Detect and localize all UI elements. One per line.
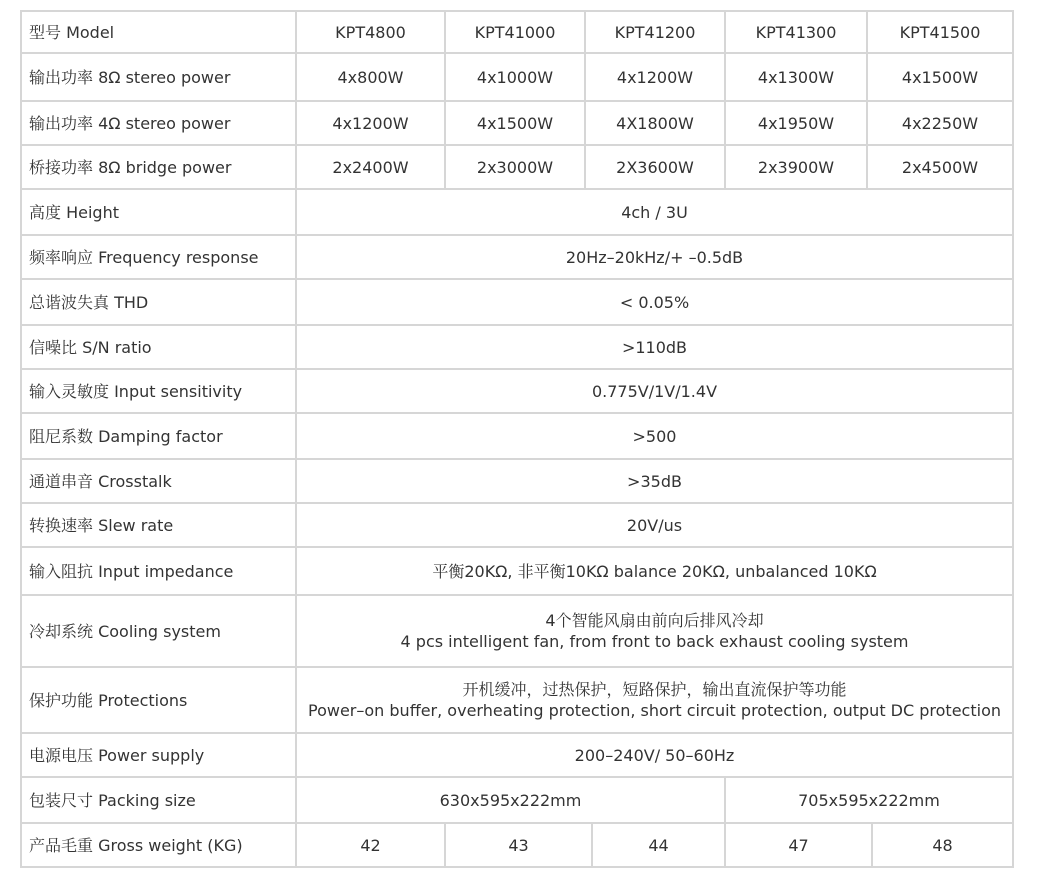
- table-cell: 4x1000W: [476, 67, 554, 87]
- cell-line-cn: 开机缓冲，过热保护，短路保护，输出直流保护等功能: [462, 680, 847, 699]
- table-cell: [297, 668, 1012, 732]
- row-label: 保护功能 Protections: [29, 690, 188, 710]
- table-cell: < 0.05%: [619, 292, 690, 312]
- row-label: 输出功率 4Ω stereo power: [29, 113, 231, 133]
- row-label: 输入阻抗 Input impedance: [29, 561, 234, 581]
- table-cell: 44: [648, 835, 669, 855]
- row-label: 输入灵敏度 Input sensitivity: [29, 381, 243, 401]
- model-kpt41200: KPT41200: [614, 22, 696, 42]
- table-cell: 2x3900W: [757, 157, 835, 177]
- row-label: 信噪比 S/N ratio: [29, 337, 152, 357]
- table-cell: 0.775V/1V/1.4V: [591, 381, 718, 401]
- table-cell: [297, 596, 1012, 666]
- row-label: 冷却系统 Cooling system: [29, 621, 221, 641]
- row-label: 通道串音 Crosstalk: [29, 471, 172, 491]
- table-cell: 2X3600W: [616, 157, 694, 177]
- table-cell: 2x2400W: [332, 157, 409, 177]
- table-cell: 4x1500W: [476, 113, 554, 133]
- row-label: 频率响应 Frequency response: [29, 247, 259, 267]
- cell-line-en: 4 pcs intelligent fan, from front to back exhaust cooling system: [400, 632, 909, 651]
- row-label: 桥接功率 8Ω bridge power: [29, 157, 232, 177]
- row-label: 产品毛重 Gross weight (KG): [29, 835, 243, 855]
- table-cell: 630x595x222mm: [439, 790, 582, 810]
- model-kpt41300: KPT41300: [755, 22, 837, 42]
- cell-line-cn: 4个智能风扇由前向后排风冷却: [545, 611, 764, 630]
- table-cell: 705x595x222mm: [798, 790, 940, 810]
- row-label: 总谐波失真 THD: [29, 292, 149, 312]
- row-label: 阻尼系数 Damping factor: [29, 426, 223, 446]
- header-label: 型号 Model: [29, 22, 115, 42]
- table-cell: 42: [360, 835, 381, 855]
- table-cell: >35dB: [627, 471, 682, 491]
- table-cell: 4x1950W: [757, 113, 835, 133]
- model-kpt41000: KPT41000: [474, 22, 556, 42]
- table-cell: 4x1500W: [901, 67, 979, 87]
- table-cell: 平衡20KΩ, 非平衡10KΩ balance 20KΩ, unbalanced 10KΩ: [432, 561, 877, 581]
- table-cell: 2x4500W: [901, 157, 979, 177]
- table-cell: 20Hz–20kHz/+ –0.5dB: [565, 247, 744, 267]
- row-label: 转换速率 Slew rate: [29, 515, 174, 535]
- table-cell: 4x2250W: [901, 113, 979, 133]
- table-cell: 200–240V/ 50–60Hz: [574, 745, 735, 765]
- table-cell: 4x1300W: [757, 67, 835, 87]
- table-cell: 4X1800W: [616, 113, 694, 133]
- table-cell: 4x1200W: [616, 67, 694, 87]
- cell-line-en: Power–on buffer, overheating protection, short circuit protection, output DC protection: [308, 701, 1001, 720]
- table-cell: >500: [632, 426, 677, 446]
- spec-table: [20, 10, 1014, 868]
- row-label: 高度 Height: [29, 202, 119, 222]
- row-label: 包装尺寸 Packing size: [29, 790, 196, 810]
- table-cell: 48: [932, 835, 953, 855]
- row-label: 输出功率 8Ω stereo power: [29, 67, 231, 87]
- table-cell: 2x3000W: [476, 157, 554, 177]
- model-kpt4800: KPT4800: [335, 22, 406, 42]
- table-cell: 4x800W: [337, 67, 404, 87]
- table-cell: 4x1200W: [332, 113, 409, 133]
- table-cell: 43: [508, 835, 529, 855]
- model-kpt41500: KPT41500: [899, 22, 981, 42]
- row-label: 电源电压 Power supply: [29, 745, 205, 765]
- table-cell: 4ch / 3U: [621, 202, 688, 222]
- table-cell: 47: [788, 835, 809, 855]
- table-cell: 20V/us: [626, 515, 683, 535]
- table-cell: >110dB: [621, 337, 688, 357]
